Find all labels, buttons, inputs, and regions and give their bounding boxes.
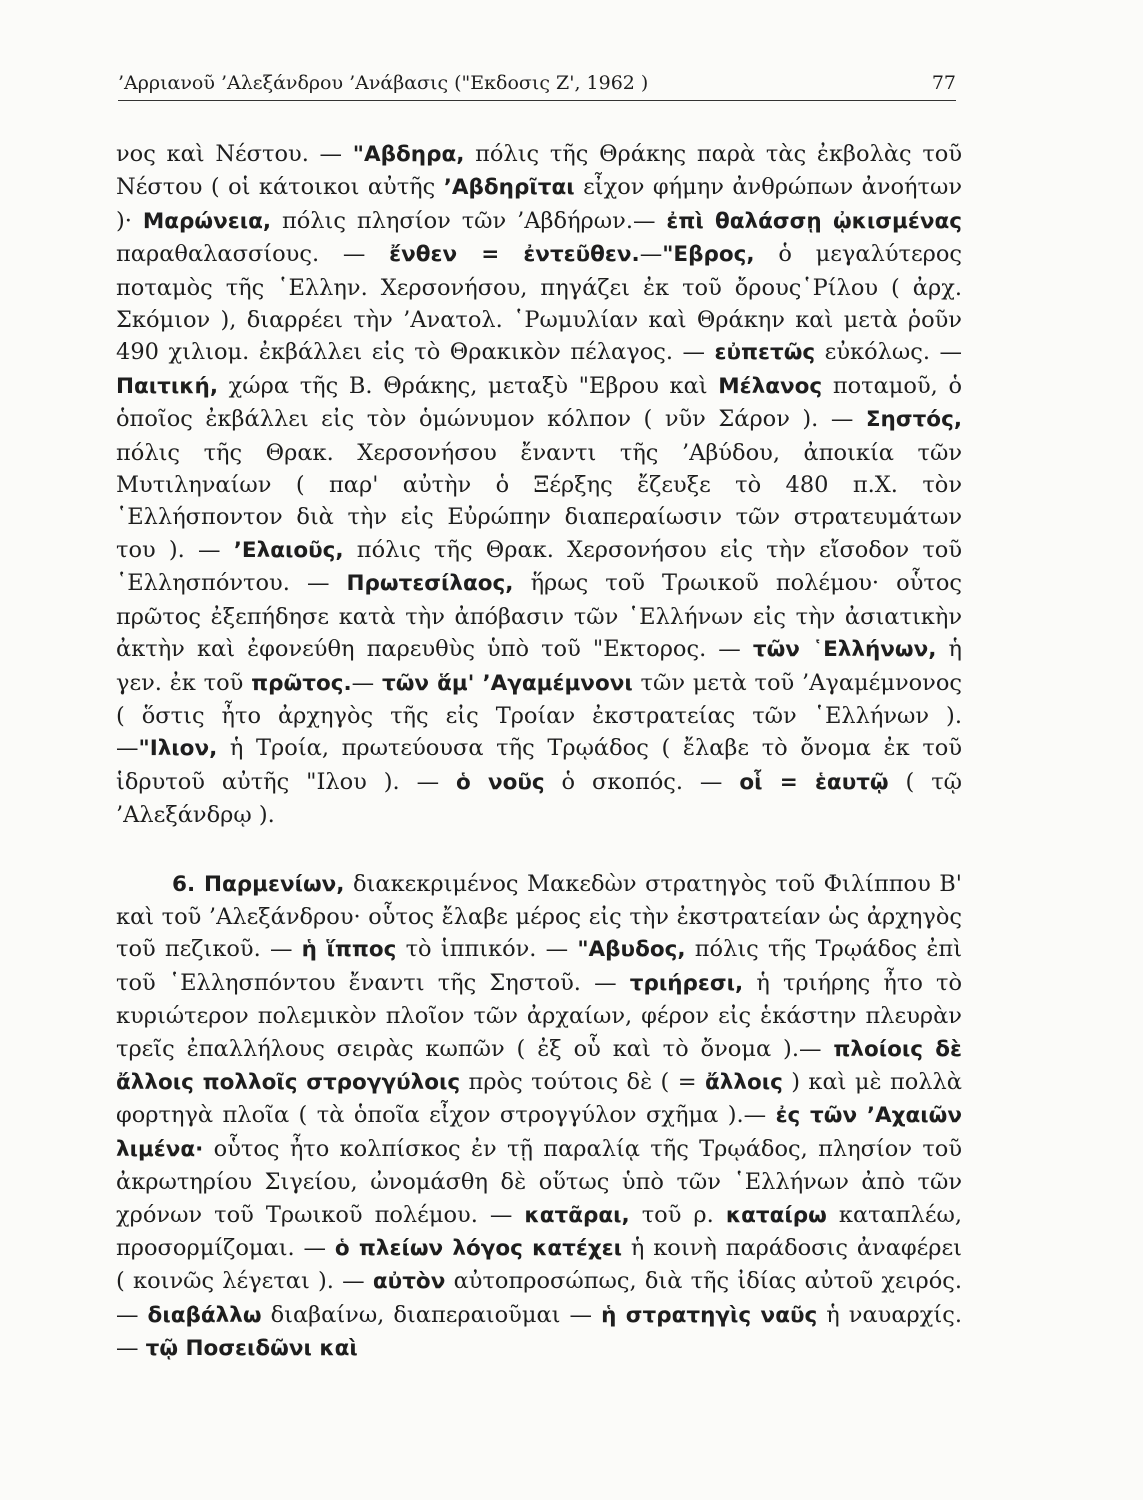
gloss-text: ) καὶ μὲ πολλὰ φορτηγὰ πλοῖα ( τὰ ὁποῖα εἶχον στρογγύλον σχῆμα ).— — [116, 1068, 962, 1129]
lemma-term: πρῶτος. — [251, 670, 352, 696]
gloss-text: πόλις τῆς Τρῳάδος ἐπὶ τοῦ ῾Ελλησπόντου ἔναντι τῆς Σηστοῦ. — — [116, 936, 963, 996]
page-header — [118, 70, 956, 101]
gloss-text: πόλις τῆς Θρακ. Χερσονήσου εἰς τὴν εἴσοδον τοῦ ῾Ελλησπόντου. — — [116, 536, 963, 597]
lemma-term: ἡ ἵππος — [301, 937, 397, 963]
running-title: ’Αρριανοῦ ’Αλεξάνδρου ’Ανάβασις ("Εκδοσις Ζ', 1962 ) — [118, 72, 649, 94]
gloss-text: πόλις τῆς Θρακ. Χερσονήσου ἔναντι τῆς ’Αβύδου, ἀποικία τῶν Μυτιληναίων ( παρ' αὐτὴν ὁ Ξέρξης ἔζευξε τὸ 480 π.Χ. τὸν ῾Ελλήσποντον διὰ τὴν εἰς Εὐρώπην διαπεραίωσιν τῶν στρατευμάτων του ). — — [116, 439, 962, 563]
gloss-text: πόλις πλησίον τῶν ’Αβδήρων.— — [271, 207, 667, 234]
lemma-term: ὁ πλείων λόγος κατέχει — [334, 1236, 623, 1261]
paragraph-section-6 — [116, 868, 962, 1366]
gloss-text: ἡ τριήρης ἦτο τὸ κυριώτερον πολεμικὸν πλοῖον τῶν ἀρχαίων, φέρον εἰς ἑκάστην πλευρὰν τρεῖς ἐπαλλήλους σειρὰς κωπῶν ( ἐξ οὗ καὶ τὸ ὄνομα ).— — [116, 969, 963, 1062]
lemma-term: ’Αβδηρῖται — [443, 175, 575, 201]
gloss-text: τὸ ἱππικόν. — — [396, 936, 578, 963]
gloss-text: ἡ γεν. ἐκ τοῦ — [116, 636, 962, 696]
lemma-term: διαβάλλω — [147, 1302, 262, 1328]
gloss-text: καταπλέω, προσορμίζομαι. — — [116, 1201, 962, 1261]
lemma-term: Παιτική, — [116, 373, 218, 399]
lemma-term: τῶν ἅμ' ’Αγαμέμνονι — [381, 670, 633, 696]
commentary-body — [116, 138, 962, 1366]
gloss-text: ἥρως τοῦ Τρωικοῦ πολέμου· οὗτος πρῶτος ἐξεπήδησε κατὰ τὴν ἀπόβασιν τῶν ῾Ελλήνων εἰς τὴν ἀσιατικὴν ἀκτὴν καὶ ἐφονεύθη παρευθὺς ὑπὸ τοῦ "Εκτορος. — — [116, 570, 962, 663]
lemma-term: εὐπετῶς — [714, 340, 816, 366]
gloss-text: νος καὶ Νέστου. — — [116, 141, 353, 167]
lemma-term: ἄλλοις — [704, 1069, 783, 1095]
paragraph-notes-continued — [116, 138, 962, 832]
gloss-text: ἡ ναυαρχίς. — — [116, 1301, 962, 1362]
gloss-text: εὐκόλως. — — [815, 339, 962, 366]
lemma-term: καταίρω — [725, 1202, 827, 1228]
gloss-text: — — [351, 669, 382, 696]
gloss-text: ἡ Τροία, πρωτεύουσα τῆς Τρῳάδος ( ἔλαβε τὸ ὄνομα ἐκ τοῦ ἱδρυτοῦ αὐτῆς "Ιλου ). — — [116, 735, 962, 795]
lemma-term: αὐτὸν — [372, 1269, 446, 1295]
gloss-text: εἶχον φήμην ἀνθρώπων ἀνοήτων )· — [116, 174, 963, 234]
lemma-term: Πρωτεσίλαος, — [346, 571, 514, 597]
lemma-term: "Αβδηρα, — [352, 142, 465, 167]
gloss-text: τοῦ ρ. — [629, 1201, 726, 1228]
lemma-term: τῶν ῾Ελλήνων, — [752, 637, 937, 663]
lemma-term: ’Ελαιοῦς, — [233, 537, 344, 563]
gloss-text: οὗτος ἦτο κολπίσκος ἐν τῇ παραλίᾳ τῆς Τρῳάδος, πλησίον τοῦ ἀκρωτηρίου Σιγείου, ὠνομάσθη δὲ οὕτως ὑπὸ τῶν ῾Ελλήνων ἀπὸ τῶν χρόνων τοῦ Τρωικοῦ πολέμου. — — [116, 1135, 962, 1228]
gloss-text: τῶν μετὰ τοῦ ’Αγαμέμνονος ( ὅστις ἦτο ἀρχηγὸς τῆς εἰς Τροίαν ἐκστρατείας τῶν ῾Ελλήνων ).— — [116, 669, 963, 762]
gloss-text: ὁ μεγαλύτερος ποταμὸς τῆς ῾Ελλην. Χερσονήσου, πηγάζει ἐκ τοῦ ὄρους῾Ρίλου ( ἀρχ. Σκόμιον ), διαρρέει τὴν ’Ανατολ. ῾Ρωμυλίαν καὶ Θράκην καὶ μετὰ ῥοῦν 490 χιλιομ. ἐκβάλλει εἰς τὸ Θρακικὸν πέλαγος. — — [116, 241, 962, 366]
lemma-term: ἐπὶ θαλάσσῃ ᾠκισμένας — [666, 208, 962, 234]
gloss-text: διαβαίνω, διαπεραιοῦμαι — — [261, 1301, 602, 1328]
lemma-term: πλοίοις δὲ ἄλλοις πολλοῖς στρογγύλοις — [116, 1036, 962, 1095]
gloss-text: αὐτοπροσώπως, διὰ τῆς ἰδίας αὐτοῦ χειρός. — — [116, 1268, 962, 1328]
lemma-term: ἔνθεν = ἐντεῦθεν. — [389, 242, 640, 268]
gloss-text: ποταμοῦ, ὁ ὁποῖος ἐκβάλλει εἰς τὸν ὁμώνυμον κόλπον ( νῦν Σάρον ). — — [116, 372, 962, 433]
lemma-term: ἡ στρατηγὶς ναῦς — [601, 1302, 818, 1328]
lemma-term: "Ιλιον, — [138, 736, 218, 762]
lemma-term: 6. Παρμενίων, — [172, 871, 345, 897]
lemma-term: "Εβρος, — [662, 242, 755, 268]
lemma-term: κατᾶραι, — [524, 1202, 630, 1228]
lemma-term: ἐς τῶν ’Αχαιῶν λιμένα· — [116, 1103, 963, 1162]
lemma-term: Σηστός, — [865, 407, 962, 433]
gloss-text: πόλις τῆς Θράκης παρὰ τὰς ἐκβολὰς τοῦ Νέστου ( οἱ κάτοικοι αὐτῆς — [116, 141, 963, 201]
page-number: 77 — [931, 72, 956, 94]
lemma-term: Μέλανος — [718, 373, 823, 399]
gloss-text: παραθαλασσίους. — — [116, 241, 390, 268]
gloss-text: — — [639, 241, 663, 268]
gloss-text: ὁ σκοπός. — — [544, 768, 740, 795]
gloss-text: ( τῷ ’Αλεξάνδρῳ ). — [116, 768, 962, 829]
gloss-text: διακεκριμένος Μακεδὼν στρατηγὸς τοῦ Φιλίππου Β' καὶ τοῦ ’Αλεξάνδρου· οὗτος ἔλαβε μέρος εἰς τὴν ἐκστρατείαν ὡς ἀρχηγὸς τοῦ πεζικοῦ. — — [116, 870, 962, 963]
lemma-term: Μαρώνεια, — [142, 208, 272, 234]
lemma-term: τριήρεσι, — [629, 970, 744, 996]
lemma-term: "Αβυδος, — [577, 937, 686, 963]
lemma-term: ὁ νοῦς — [455, 769, 545, 795]
lemma-term: οἷ = ἑαυτῷ — [739, 769, 889, 795]
gloss-text: χώρα τῆς Β. Θράκης, μεταξὺ "Εβρου καὶ — [218, 372, 719, 399]
gloss-text: ἡ κοινὴ παράδοσις ἀναφέρει ( κοινῶς λέγεται ). — — [116, 1235, 963, 1295]
lemma-term: τῷ Ποσειδῶνι καὶ — [145, 1336, 358, 1362]
gloss-text: πρὸς τούτοις δὲ ( = — [460, 1068, 705, 1095]
